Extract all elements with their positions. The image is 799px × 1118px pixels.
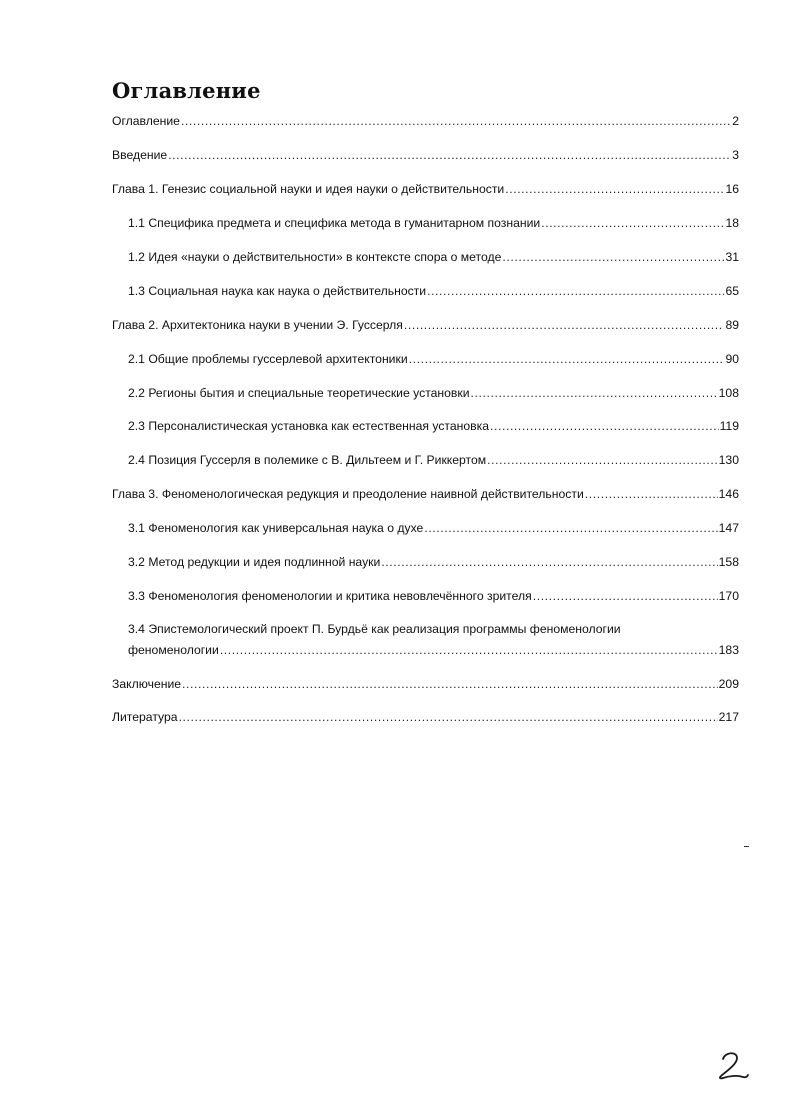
toc-entry-title: Заключение: [112, 677, 182, 691]
toc-entry-page: 170: [718, 589, 739, 603]
toc-entry-title: Оглавление: [112, 114, 180, 128]
toc-entry-page: 2: [732, 114, 739, 128]
dot-leader: [505, 181, 724, 197]
toc-entry[interactable]: [112, 709, 739, 725]
toc-entry-page: 146: [718, 487, 739, 501]
toc-entry[interactable]: [128, 588, 739, 604]
dot-leader: [471, 385, 718, 401]
toc-entry[interactable]: [112, 113, 739, 129]
dot-leader: [182, 676, 718, 692]
toc-entry[interactable]: [128, 351, 739, 367]
handwritten-two-icon: [716, 1048, 750, 1082]
toc-entry-title: 2.3 Персоналистическая установка как естественная установка: [128, 419, 490, 433]
dot-leader: [490, 418, 719, 434]
toc-entry-title: 3.3 Феноменология феноменологии и критика невовлечённого зрителя: [128, 589, 532, 603]
toc-entry-page: 217: [718, 710, 739, 724]
toc-entry-title-line2: феноменологии: [128, 643, 219, 657]
toc-entry-title: 3.1 Феноменология как универсальная наука о духе: [128, 521, 424, 535]
toc-entry-title: 1.2 Идея «науки о действительности» в контексте спора о методе: [128, 250, 502, 264]
dot-leader: [424, 520, 717, 536]
toc-entry[interactable]: [128, 249, 739, 265]
toc-entry[interactable]: [112, 676, 739, 692]
toc-entry[interactable]: [128, 418, 739, 434]
toc-entry-title: 1.1 Специфика предмета и специфика метода в гуманитарном познании: [128, 216, 541, 230]
toc-entry-page: 65: [725, 284, 739, 298]
dot-leader: [533, 588, 718, 604]
toc-entry-title: Глава 2. Архитектоника науки в учении Э. Гуссерля: [112, 318, 403, 332]
toc-entry[interactable]: [112, 181, 739, 197]
toc-entry[interactable]: [112, 486, 739, 502]
toc-entry-page: 3: [732, 148, 739, 162]
dot-leader: [541, 215, 724, 231]
dot-leader: [585, 486, 718, 502]
handwritten-page-number: [716, 1048, 750, 1087]
dot-leader: [168, 147, 731, 163]
toc-entry[interactable]: [128, 621, 739, 658]
dot-leader: [502, 249, 724, 265]
toc-entry-page: 16: [725, 182, 739, 196]
dot-leader: [220, 642, 718, 658]
toc-entry-page: 119: [719, 419, 739, 433]
toc-entry-page: 90: [725, 352, 739, 366]
toc-entry-title: 3.2 Метод редукции и идея подлинной науки: [128, 555, 381, 569]
toc-heading: Оглавление: [112, 78, 261, 103]
toc-entry-page: 158: [718, 555, 739, 569]
toc-entry[interactable]: [128, 452, 739, 468]
toc-entry[interactable]: [128, 215, 739, 231]
toc-entry-page: 89: [725, 318, 739, 332]
toc-entry-title: 2.1 Общие проблемы гуссерлевой архитектоники: [128, 352, 408, 366]
toc-entry-title: Глава 3. Феноменологическая редукция и преодоление наивной действительности: [112, 487, 584, 501]
toc-entry[interactable]: [128, 385, 739, 401]
toc-entry-page: 209: [718, 677, 739, 691]
toc-entry-title: 2.4 Позиция Гуссерля в полемике с В. Дильтеем и Г. Риккертом: [128, 453, 487, 467]
toc-entry-page: 130: [718, 453, 739, 467]
dot-leader: [381, 554, 717, 570]
toc-entry-title-line1: 3.4 Эпистемологический проект П. Бурдьё как реализация программы феноменологии: [128, 622, 621, 636]
dot-leader: [181, 113, 731, 129]
toc-entry[interactable]: [112, 317, 739, 333]
toc-entry-title: Литература: [112, 710, 178, 724]
dot-leader: [404, 317, 725, 333]
dot-leader: [409, 351, 725, 367]
toc-entry-page: 108: [718, 386, 739, 400]
stray-mark: [744, 846, 749, 847]
toc-entry[interactable]: [112, 147, 739, 163]
toc-entry-page: 147: [718, 521, 739, 535]
toc-entry-title: 1.3 Социальная наука как наука о действительности: [128, 284, 427, 298]
dot-leader: [427, 283, 724, 299]
toc-entry-title: Глава 1. Генезис социальной науки и идея науки о действительности: [112, 182, 505, 196]
dot-leader: [179, 709, 718, 725]
toc-entry[interactable]: [128, 554, 739, 570]
toc-entry-page: 183: [718, 643, 739, 657]
toc-entry[interactable]: [128, 520, 739, 536]
toc-entry-title: Введение: [112, 148, 168, 162]
toc-entry-title: 2.2 Регионы бытия и специальные теоретические установки: [128, 386, 470, 400]
toc-entry[interactable]: [128, 283, 739, 299]
toc-entry-page: 31: [725, 250, 739, 264]
dot-leader: [487, 452, 717, 468]
toc-entry-page: 18: [725, 216, 739, 230]
